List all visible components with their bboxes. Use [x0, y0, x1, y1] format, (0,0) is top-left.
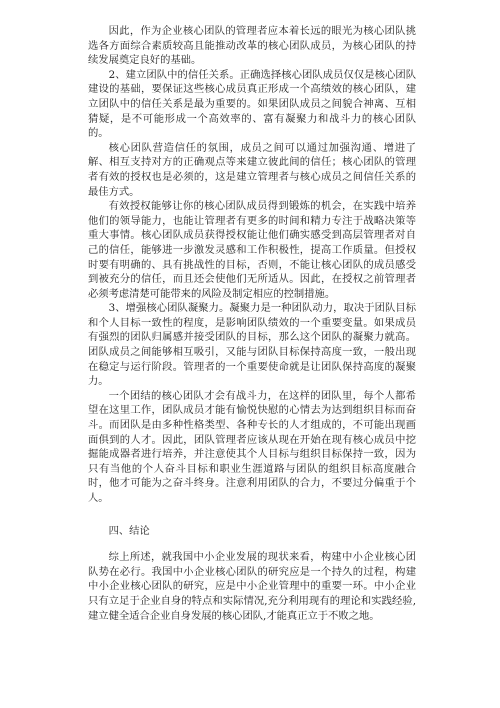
document-body [88, 24, 416, 623]
paragraph: 核心团队营造信任的氛围，成员之间可以通过加强沟通、增进了解、相互支持对方的正确观点等来建立彼此间的信任；核心团队的管理者有效的授权也是必须的，这是建立管理者与核心成员之间信任关系的最佳方式。 [88, 141, 416, 198]
paragraph: 综上所述，就我国中小企业发展的现状来看，构建中小企业核心团队势在必行。我国中小企业核心团队的研究应是一个持久的过程，构建中小企业核心团队的研究，应是中小企业管理中的重要一环。中小企业只有立足于企业自身的特点和实际情况,充分利用现有的理论和实践经验,建立健全适合企业自身发展的核心团队,才能真正立于不败之地。 [88, 551, 416, 622]
paragraph: 2、建立团队中的信任关系。正确选择核心团队成员仅仅是核心团队建设的基础，要保证这些核心成员真正形成一个高绩效的核心团队，建立团队中的信任关系是最为重要的。如果团队成员之间貌合神离、互相猜疑，是不可能形成一个高效率的、富有凝聚力和战斗力的核心团队的。 [88, 68, 416, 140]
section-heading: 四、结论 [108, 524, 150, 537]
paragraph: 3、增强核心团队凝聚力。凝聚力是一种团队动力，取决于团队目标和个人目标一致性的程度，是影响团队绩效的一个重要变量。如果成员有强烈的团队归属感并接受团队的目标，那么这个团队的凝聚力就高。团队成员之间能够相互吸引，又能与团队目标保持高度一致，一般出现在稳定与运行阶段。管理者的一个重要使命就是让团队保持高度的凝聚力。 [88, 302, 416, 388]
paragraph: 有效授权能够让你的核心团队成员得到锻炼的机会，在实践中培养他们的领导能力，也能让管理者有更多的时间和精力专注于战略决策等重大事情。核心团队成员获得授权能让他们确实感受到高层管理者对自己的信任，能够进一步激发灵感和工作积极性，提高工作质量。但授权时要有明确的、具有挑战性的目标，否则，不能让核心团队的成员感受到被充分的信任，而且还会使他们无所适从。因此，在授权之前管理者必须考虑清楚可能带来的风险及制定相应的控制措施。 [88, 200, 416, 300]
paragraph: 因此，作为企业核心团队的管理者应本着长远的眼光为核心团队挑选各方面综合素质较高且能推动改革的核心团队成员，为核心团队的持续发展奠定良好的基础。 [88, 25, 416, 67]
paragraph: 一个团结的核心团队才会有战斗力，在这样的团队里，每个人都希望在这里工作，团队成员才能有愉悦快慰的心情去为达到组织目标而奋斗。而团队是由多种性格类型、各种专长的人才组成的，不可能出现画面俱到的人才。因此，团队管理者应该从现在开始在现有核心成员中挖掘能成器者进行培养，并注意使其个人目标与组织目标保持一致，因为只有当他的个人奋斗目标和职业生涯道路与团队的组织目标高度融合时，他才可能为之奋斗终身。注意利用团队的合力，不要过分偏重于个人。 [88, 389, 416, 504]
